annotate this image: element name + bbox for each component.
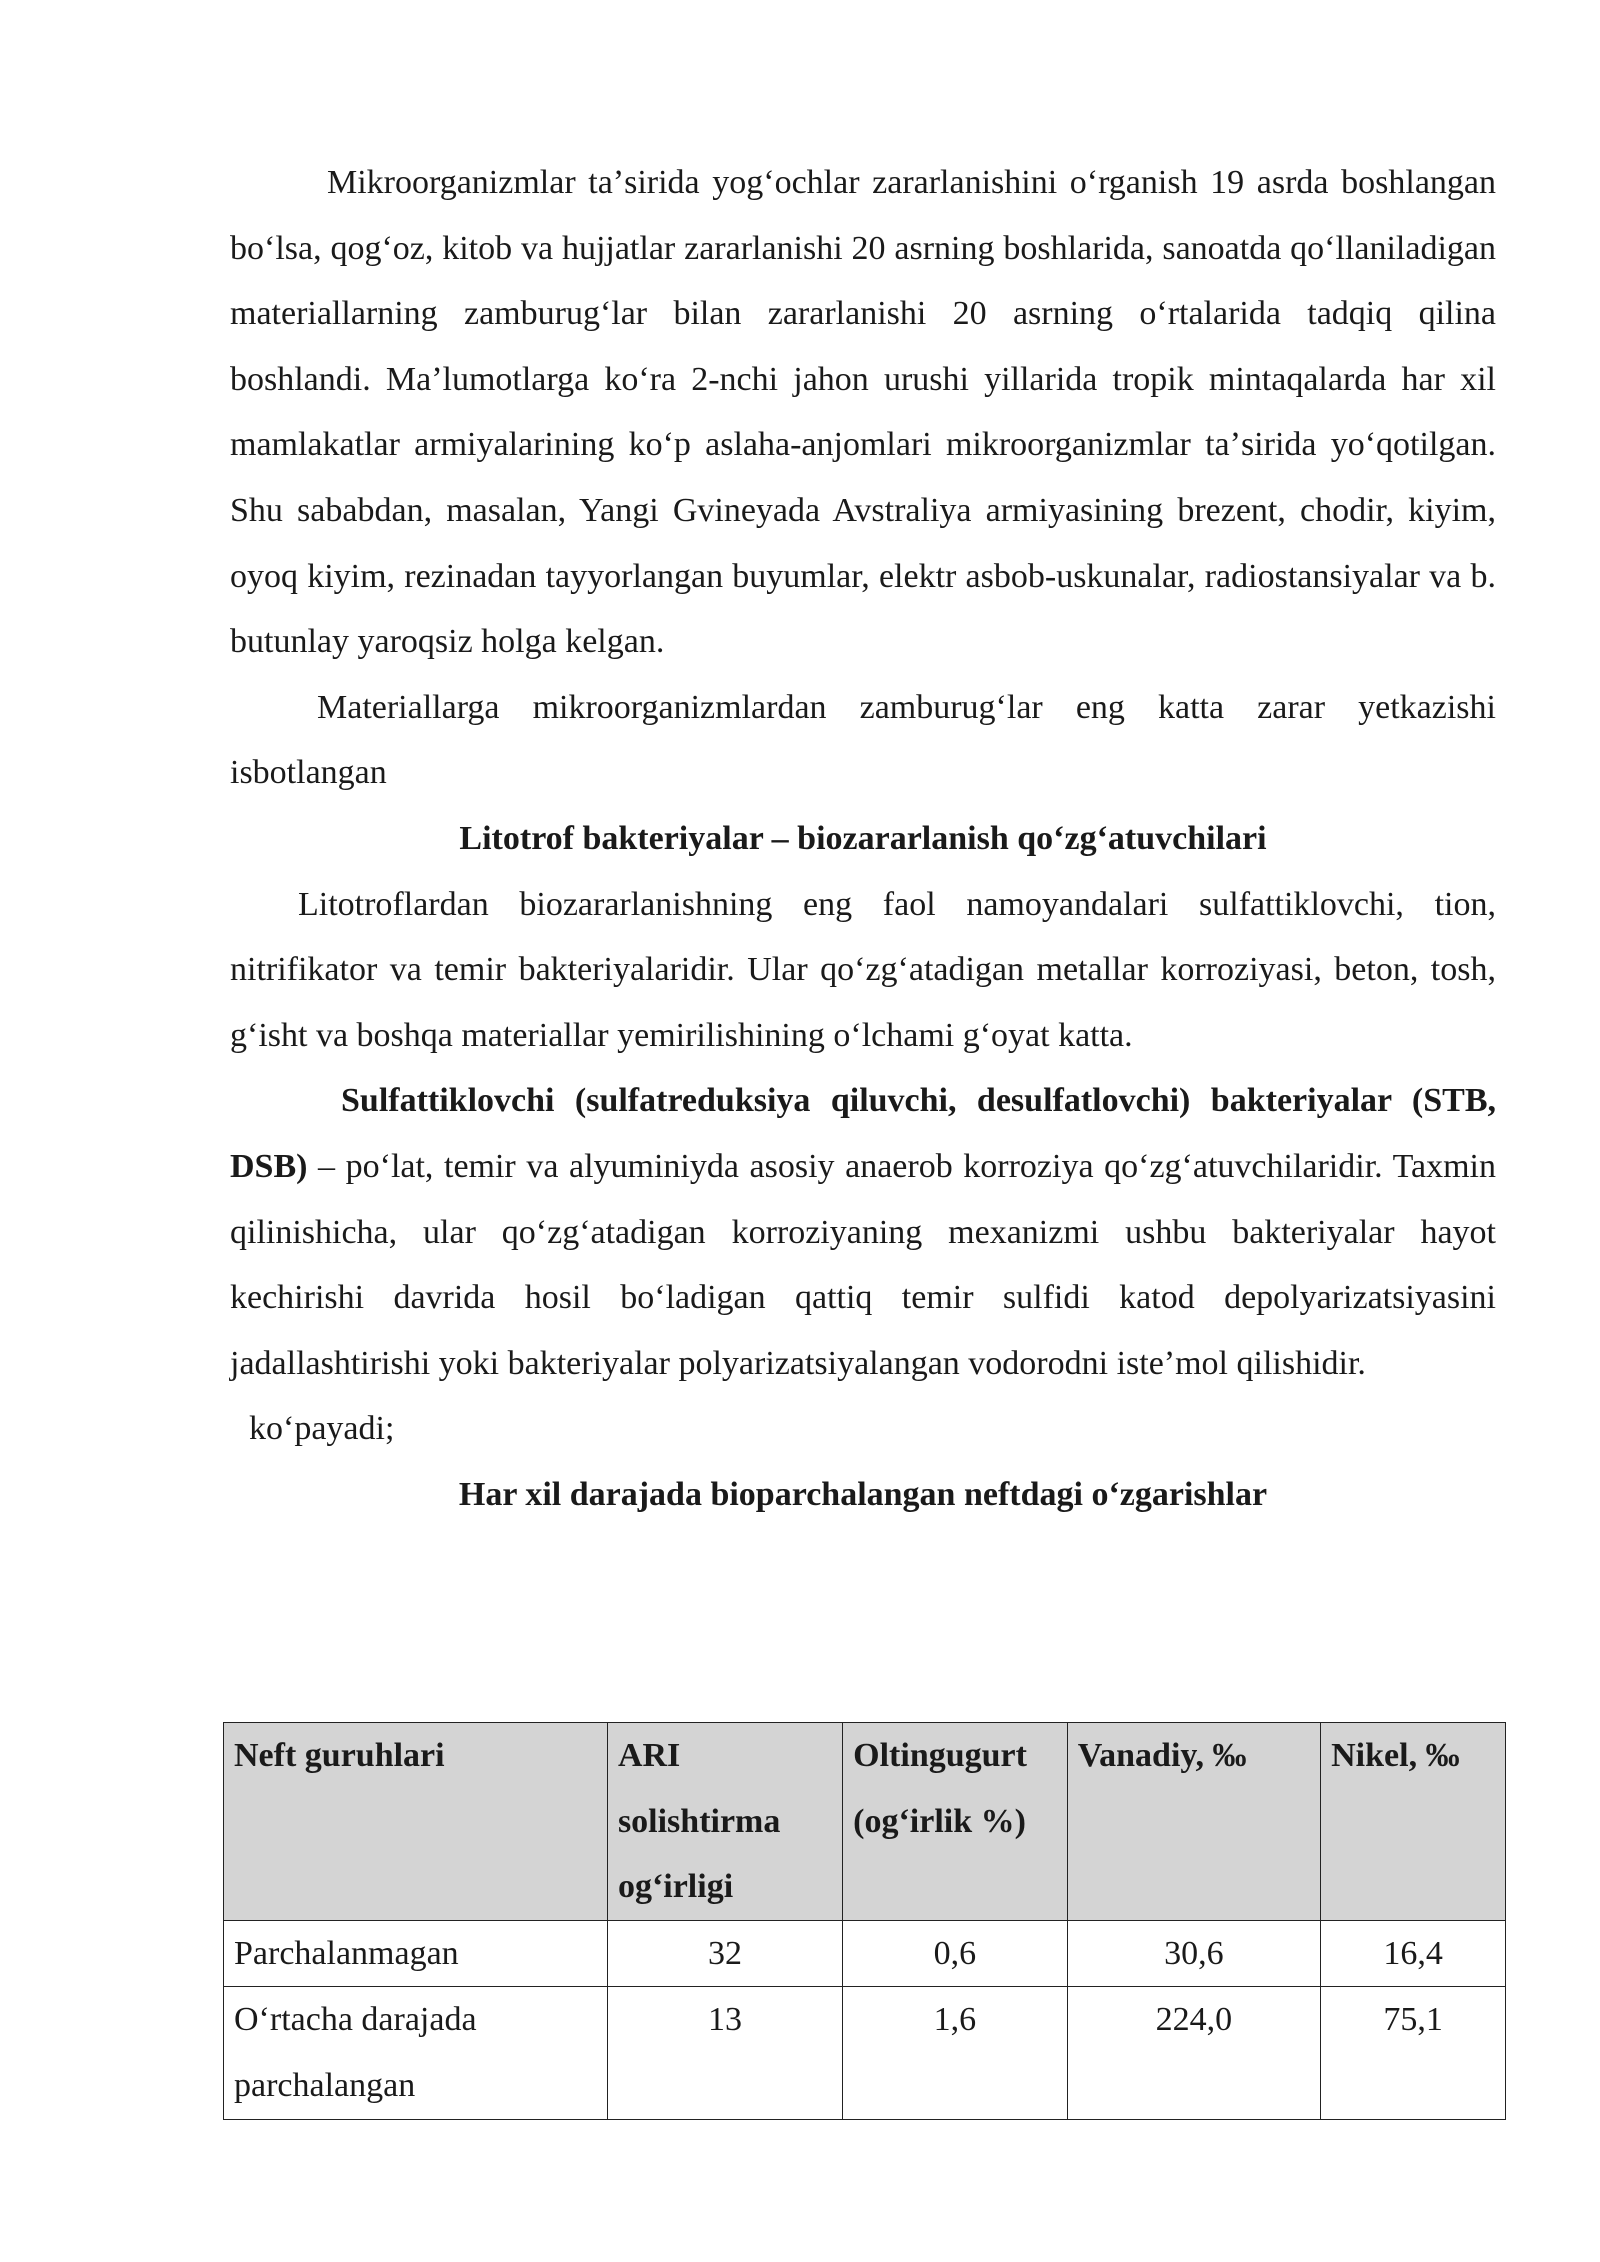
table-header-row bbox=[224, 1723, 1506, 1921]
heading-oil-changes: Har xil darajada bioparchalangan neftdagi oʻzgarishlar bbox=[458, 1475, 1268, 1513]
paragraph-fungi: Materiallarga mikroorganizmlardan zamburugʻlar eng katta zarar yetkazishi isbotlangan bbox=[230, 688, 1496, 792]
sulfate-bacteria-description: – poʻlat, temir va alyuminiyda asosiy anaerob korroziya qoʻzgʻatuvchilaridir. Taxmin qilinishicha, ular qoʻzgʻatadigan korroziyaning mexanizmi ushbu bakteriyalar hayot kechirishi davrida hosil boʻladigan qattiq temir sulfidi katod depolyarizatsiyasini jadallashtirishi yoki bakteriyalar polyarizatsiyalangan vodorodni isteʼmol qilishidir. bbox=[230, 1147, 1496, 1382]
heading-lithotroph: Litotrof bakteriyalar – biozararlanish qoʻzgʻatuvchilari bbox=[459, 819, 1267, 857]
header-api-gravity: ARI solishtirma ogʻirligi bbox=[607, 1723, 842, 1921]
cell-sulfur: 1,6 bbox=[843, 1987, 1068, 2119]
cell-group: Oʻrtacha darajada parchalangan bbox=[224, 1987, 608, 2119]
header-nickel: Nikel, ‰ bbox=[1321, 1723, 1506, 1921]
document-page bbox=[230, 150, 1496, 1527]
paragraph-history: Mikroorganizmlar taʼsirida yogʻochlar zararlanishini oʻrganish 19 asrda boshlangan boʻlsa, qogʻoz, kitob va hujjatlar zararlanishi 20 asrning boshlarida, sanoatda qoʻllaniladigan materiallarning zamburugʻlar bilan zararlanishi 20 asrning oʻrtalarida tadqiq qilina boshlandi. Maʼlumotlarga koʻra 2-nchi jahon urushi yillarida tropik mintaqalarda har xil mamlakatlar armiyalarining koʻp aslaha-anjomlari mikroorganizmlar taʼsirida yoʻqotilgan. Shu sababdan, masalan, Yangi Gvineyada Avstraliya armiyasining brezent, chodir, kiyim, oyoq kiyim, rezinadan tayyorlangan buyumlar, elektr asbob-uskunalar, radiostansiyalar va b. butunlay yaroqsiz holga kelgan. bbox=[230, 164, 1496, 661]
cell-vanadium: 30,6 bbox=[1067, 1920, 1320, 1987]
paragraph-lithotroph: Litotroflardan biozararlanishning eng faol namoyandalari sulfattiklovchi, tion, nitrifikator va temir bakteriyalaridir. Ular qoʻzgʻatadigan metallar korroziyasi, beton, tosh, gʻisht va boshqa materiallar yemirilishining oʻlchami gʻoyat katta. bbox=[230, 885, 1496, 1054]
sulfate-bacteria-term: Sulfattiklovchi (sulfatreduksiya qiluvchi, desulfatlovchi) bakteriyalar (STB, DSB) bbox=[230, 1082, 1496, 1185]
table-row bbox=[224, 1920, 1506, 1987]
cell-api-gravity: 32 bbox=[607, 1920, 842, 1987]
cell-sulfur: 0,6 bbox=[843, 1920, 1068, 1987]
oil-biodegradation-table bbox=[223, 1722, 1506, 2120]
cell-api-gravity: 13 bbox=[607, 1987, 842, 2119]
cell-nickel: 16,4 bbox=[1321, 1920, 1506, 1987]
header-oil-groups: Neft guruhlari bbox=[224, 1723, 608, 1921]
cell-group: Parchalanmagan bbox=[224, 1920, 608, 1987]
table-row bbox=[224, 1987, 1506, 2119]
header-vanadium: Vanadiy, ‰ bbox=[1067, 1723, 1320, 1921]
paragraph-sulfate-bacteria bbox=[230, 1068, 1496, 1396]
cell-nickel: 75,1 bbox=[1321, 1987, 1506, 2119]
header-sulfur: Oltingugurt (ogʻirlik %) bbox=[843, 1723, 1068, 1921]
paragraph-fragment: koʻpayadi; bbox=[249, 1410, 395, 1448]
cell-vanadium: 224,0 bbox=[1067, 1987, 1320, 2119]
